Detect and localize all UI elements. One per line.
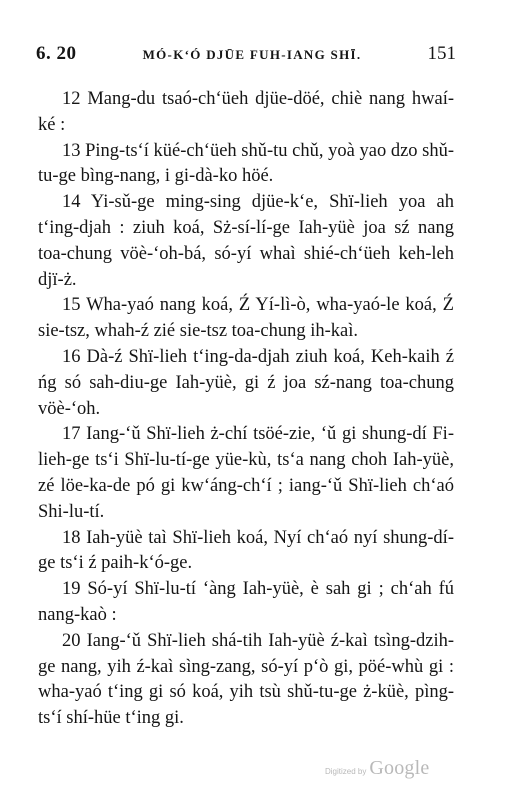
verse-14: 14 Yi-sǔ-ge ming-sing djüe-k‘e, Shï-lieh yoa ah t‘ing-djah : ziuh koá, Sż-sí-lí-ge Iah-yüè joa sź nang toa-chung vöè-‘oh-bá, só-yí whaì shié-ch‘üeh keh-leh djï-ż. bbox=[38, 192, 454, 290]
verse-17: 17 Iang-‘ǔ Shï-lieh ż-chí tsöé-zie, ‘ǔ gi shung-dí Fi-lieh-ge ts‘i Shï-lu-tí-ge yüe-kù, ts‘a nang choh Iah-yüè, zé löe-ka-de pó gi kw‘áng-ch‘í ; iang-‘ǔ Shï-lieh ch‘aó Shi-lu-tí. bbox=[38, 424, 454, 522]
google-logo: Google bbox=[369, 757, 430, 779]
running-header bbox=[36, 43, 456, 69]
watermark-prefix: Digitized by bbox=[325, 767, 367, 776]
page-number: 151 bbox=[427, 43, 456, 64]
book-title: MÓ-K‘Ó DJŪE FUH-IANG SHĪ. bbox=[142, 47, 362, 62]
verse-16: 16 Dà-ź Shï-lieh t‘ing-da-djah ziuh koá, Keh-kaih ź ńg só sah-diu-ge Iah-yüè, gi ź joa sź-nang toa-chung vöè-‘oh. bbox=[38, 346, 454, 419]
verse-18: 18 Iah-yüè taì Shï-lieh koá, Nyí ch‘aó nyí shung-dí-ge ts‘i ź paih-k‘ó-ge. bbox=[38, 527, 454, 574]
verse-text-block bbox=[38, 87, 454, 732]
verse-12: 12 Mang-du tsaó-ch‘üeh djüe-döé, chiè nang hwaí-ké : bbox=[38, 89, 454, 135]
verse-20: 20 Iang-‘ǔ Shï-lieh shá-tih Iah-yüè ź-kaì tsìng-dzih-ge nang, yih ź-kaì sìng-zang, só-yí p‘ò gi, pöé-whù gi : wha-yaó t‘ing gi só koá, yih tsù shǔ-tu-ge ż-küè, pìng-ts‘í shí-hüe t‘ing gi. bbox=[38, 630, 454, 729]
verse-13: 13 Ping-ts‘í küé-ch‘üeh shǔ-tu chǔ, yoà yao dzo shǔ-tu-ge bìng-nang, i gi-dà-ko höé. bbox=[38, 140, 455, 187]
chapter-verse-ref: 6. 20 bbox=[36, 43, 77, 64]
digitization-watermark bbox=[325, 757, 429, 780]
verse-19: 19 Só-yí Shï-lu-tí ‘àng Iah-yüè, è sah gi ; ch‘ah fú nang-kaò : bbox=[38, 579, 454, 625]
verse-15: 15 Wha-yaó nang koá, Ź Yí-lì-ò, wha-yaó-le koá, Ź sie-tsz, whah-ź zié sie-tsz toa-chung ih-kaì. bbox=[38, 295, 454, 342]
